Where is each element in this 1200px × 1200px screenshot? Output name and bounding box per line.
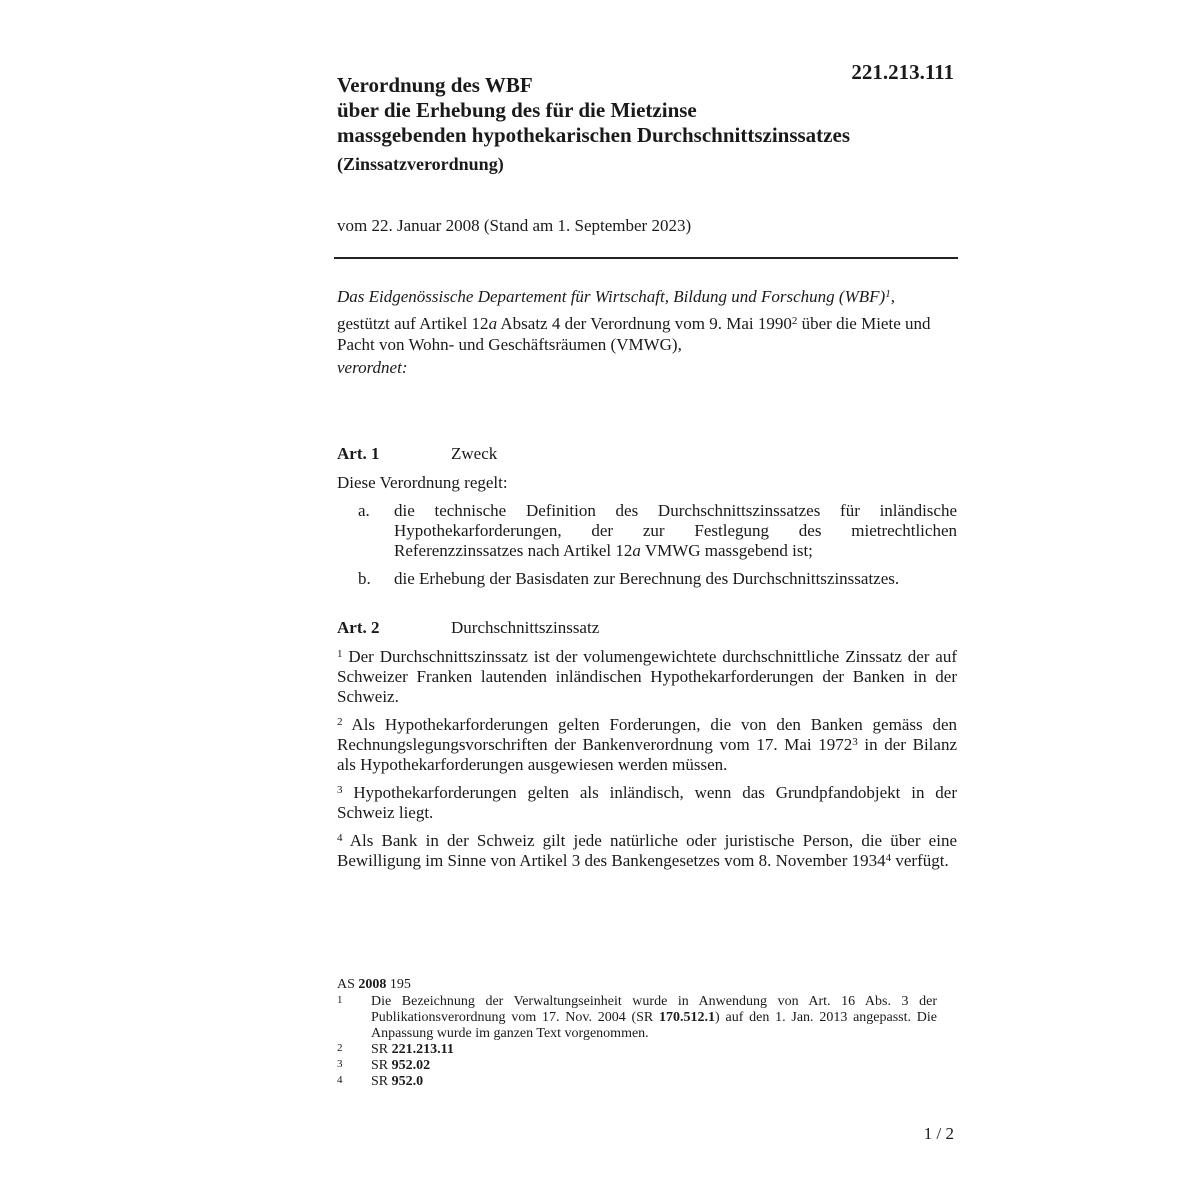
paragraph-3-text: Hypothekarforderungen gelten als inländisch, wenn das Grundpfandobjekt in der Schweiz liegt. — [337, 783, 957, 822]
list-item-b-text: die Erhebung der Basisdaten zur Berechnung des Durchschnittszinssatzes. — [394, 569, 900, 588]
as-prefix: AS — [337, 977, 359, 992]
footnote-4-prefix: SR — [371, 1074, 392, 1089]
page-number: 1 / 2 — [923, 1124, 954, 1143]
footnote-ref-2[interactable]: 2 — [791, 315, 798, 327]
paragraph-2-text-2: in der Bilanz als Hypothekarforderungen ausgewiesen werden müssen. — [337, 735, 957, 774]
article-2-number: Art. 2 — [337, 618, 380, 637]
footnote-3-number: 3 — [337, 1058, 343, 1070]
short-title: (Zinssatzverordnung) — [337, 154, 504, 174]
header-divider — [334, 257, 958, 259]
list-item-b — [337, 569, 957, 589]
footnote-1 — [337, 994, 937, 1042]
footnote-2-prefix: SR — [371, 1042, 392, 1057]
title-line-1: Verordnung des WBF — [337, 73, 533, 97]
list-item-a-text-2: VMWG massgebend ist; — [640, 541, 813, 560]
title-line-2: über die Erhebung des für die Mietzinse — [337, 98, 697, 122]
legal-basis-italic: a — [488, 314, 498, 333]
paragraph-2-text-1: Als Hypothekarforderungen gelten Forderungen, die von den Banken gemäss den Rechnungslegungsvorschriften der Bankenverordnung vom 17. Mai 1972 — [337, 715, 957, 754]
footnote-2-number: 2 — [337, 1042, 343, 1054]
sr-number: 221.213.111 — [851, 60, 954, 84]
paragraph-3-number: 3 — [337, 784, 343, 796]
as-year: 2008 — [358, 977, 387, 992]
list-item-a-text-1: die technische Definition des Durchschnittszinssatzes für inländische Hypothekarforderungen, der zur Festlegung des mietrechtlichen Referenzzinssatzes nach Artikel 12 — [394, 501, 957, 560]
paragraph-4-text-2: verfügt. — [891, 851, 949, 870]
paragraph-2 — [337, 715, 957, 775]
paragraph-3 — [337, 783, 957, 823]
footnote-3-sr: 952.02 — [391, 1058, 431, 1073]
article-1-title: Zweck — [451, 444, 498, 463]
paragraph-1-text: Der Durchschnittszinssatz ist der volumengewichtete durchschnittliche Zinssatz der auf Schweizer Franken lautenden inländischen Hypothekarforderungen der Banken in der Schweiz. — [337, 647, 957, 706]
legal-basis — [337, 313, 957, 355]
article-1-number: Art. 1 — [337, 444, 380, 463]
legal-basis-text-1: gestützt auf Artikel 12 — [337, 314, 489, 333]
legal-basis-text-3: über die Miete und Pacht von Wohn- und Geschäftsräumen (VMWG), — [337, 314, 931, 354]
list-letter-b: b. — [358, 569, 371, 588]
list-letter-a: a. — [358, 501, 370, 520]
footnote-ref-4[interactable]: 4 — [885, 852, 892, 864]
footnote-ref-3[interactable]: 3 — [852, 736, 858, 748]
footnote-4 — [337, 1074, 937, 1090]
issuer-text: Das Eidgenössische Departement für Wirtschaft, Bildung und Forschung (WBF) — [337, 287, 886, 306]
preamble — [337, 286, 957, 378]
article-1-heading — [337, 444, 497, 464]
footnote-1-text-2: ) auf den 1. Jan. 2013 angepasst. Die Anpassung wurde im ganzen Text vorgenommen. — [371, 1010, 937, 1041]
article-1-body — [337, 473, 957, 589]
paragraph-1 — [337, 647, 957, 707]
paragraph-4-text-1: Als Bank in der Schweiz gilt jede natürliche oder juristische Person, die über eine Bewilligung im Sinne von Artikel 3 des Bankengesetzes vom 8. November 1934 — [337, 831, 957, 870]
paragraph-4 — [337, 831, 957, 871]
footnote-1-sr: 170.512.1 — [659, 1010, 716, 1025]
list-item-a — [337, 501, 957, 561]
footnote-2-sr: 221.213.11 — [391, 1042, 454, 1057]
footnote-4-number: 4 — [337, 1074, 343, 1086]
paragraph-2-number: 2 — [337, 716, 343, 728]
footnote-4-sr: 952.0 — [391, 1074, 424, 1089]
date-line: vom 22. Januar 2008 (Stand am 1. September 2023) — [337, 216, 692, 235]
paragraph-1-number: 1 — [337, 648, 343, 660]
footnote-3 — [337, 1058, 937, 1074]
paragraph-4-number: 4 — [337, 832, 343, 844]
as-page: 195 — [386, 977, 411, 992]
article-2-body — [337, 647, 957, 879]
enacting-formula: verordnet: — [337, 358, 408, 377]
document-title — [337, 73, 957, 148]
legal-basis-text-2: Absatz 4 der Verordnung vom 9. Mai 1990 — [497, 314, 792, 333]
footnotes — [337, 977, 937, 1090]
article-2-title: Durchschnittszinssatz — [451, 618, 600, 637]
footnote-ref-1[interactable]: 1 — [885, 288, 891, 300]
issuer-line: Das Eidgenössische Departement für Wirtschaft, Bildung und Forschung (WBF)$^1$, — [337, 287, 895, 306]
footnote-1-text-1: Die Bezeichnung der Verwaltungseinheit wurde in Anwendung von Art. 16 Abs. 3 der Publikationsverordnung vom 17. Nov. 2004 (SR — [371, 994, 937, 1025]
footnote-3-prefix: SR — [371, 1058, 392, 1073]
footnote-2 — [337, 1042, 937, 1058]
article-1-lead: Diese Verordnung regelt: — [337, 473, 508, 492]
footnote-1-number: 1 — [337, 994, 343, 1006]
official-collection-ref — [337, 977, 937, 993]
title-line-3: massgebenden hypothekarischen Durchschnittszinssatzes — [337, 123, 850, 147]
list-item-a-italic: a — [632, 541, 641, 560]
article-2-heading — [337, 618, 599, 638]
